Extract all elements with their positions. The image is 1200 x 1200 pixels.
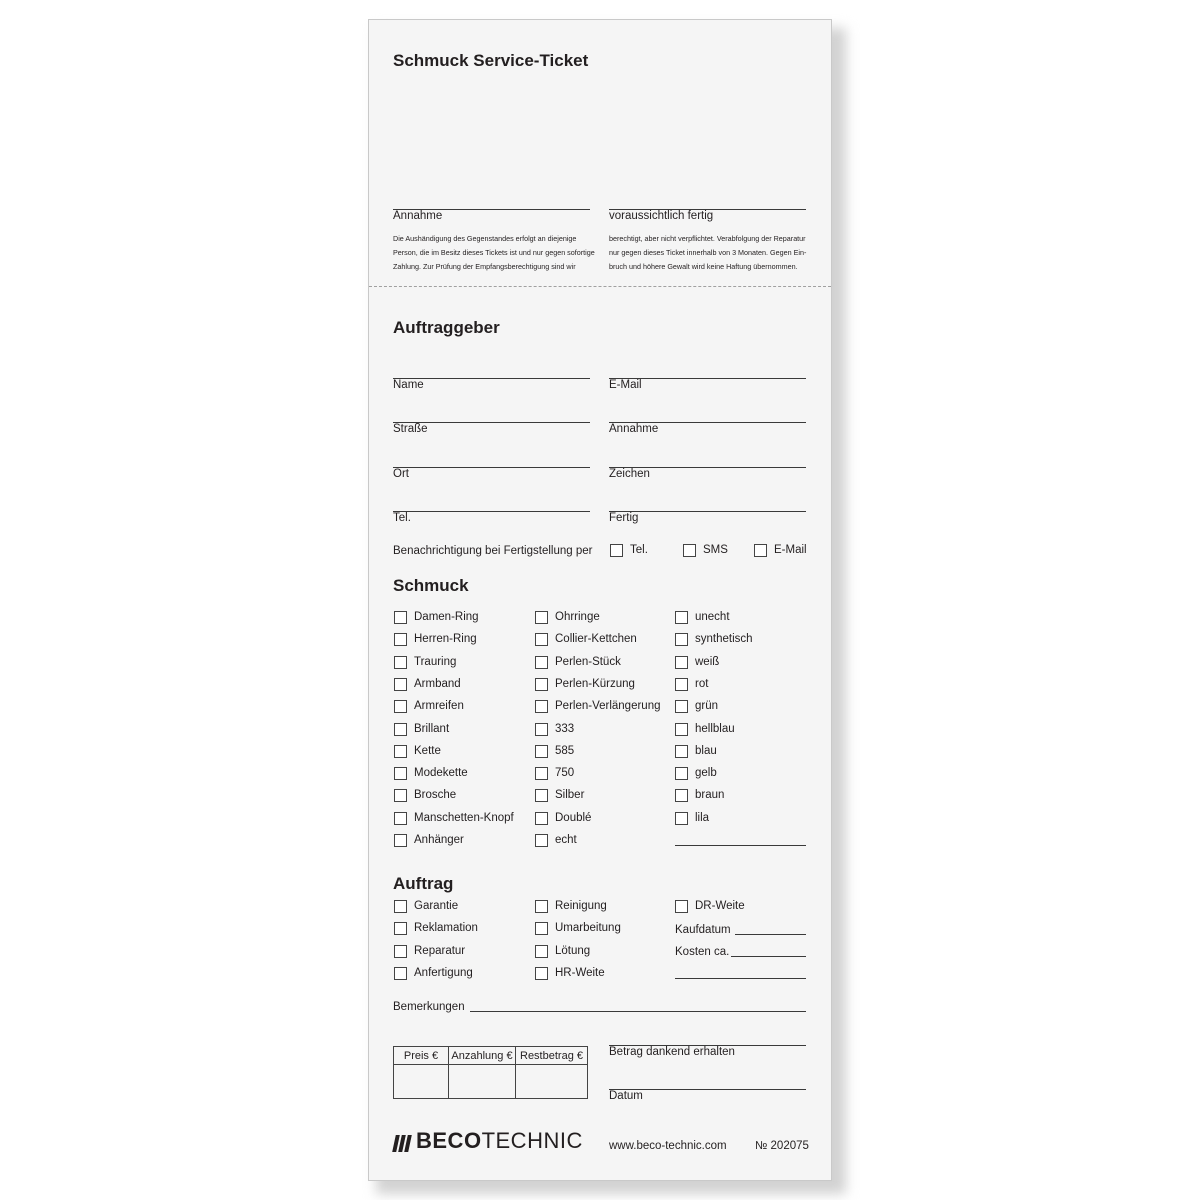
logo-bold-text: BECO xyxy=(416,1128,482,1153)
restbetrag-header: Restbetrag € xyxy=(516,1047,588,1065)
schmuck-silber-checkbox[interactable] xyxy=(535,789,548,802)
notify-e-mail-checkbox[interactable] xyxy=(754,544,767,557)
schmuck-damen-ring-label: Damen-Ring xyxy=(414,611,479,623)
auftraggeber-title: Auftraggeber xyxy=(393,318,500,337)
preis-header: Preis € xyxy=(394,1047,449,1065)
schmuck-perlen-stueck-label: Perlen-Stück xyxy=(555,655,621,668)
schmuck-gelb-label: gelb xyxy=(695,767,717,780)
schmuck-brillant-label: Brillant xyxy=(414,722,450,735)
schmuck-weiss-label: weiß xyxy=(695,655,720,668)
auftrag-anfertigung-label: Anfertigung xyxy=(414,966,473,979)
disclaimer-right xyxy=(609,232,806,274)
ort-field[interactable] xyxy=(393,467,590,468)
schmuck-gruen-label: grün xyxy=(695,700,719,713)
schmuck-silber-label: Silber xyxy=(555,789,585,802)
company-logo xyxy=(416,1128,583,1154)
auftrag-dr-weite-checkbox[interactable] xyxy=(675,900,688,913)
bemerkungen-line[interactable] xyxy=(470,1011,806,1012)
schmuck-lila-label: lila xyxy=(695,811,710,824)
datum-label: Datum xyxy=(609,1090,643,1102)
schmuck-trauring-checkbox[interactable] xyxy=(394,656,407,669)
auftrag-loetung-label: Lötung xyxy=(555,944,591,957)
disclaimer-right-line: nur gegen dieses Ticket innerhalb von 3 Monaten. Gegen Ein- xyxy=(609,248,807,257)
schmuck-perlen-kuerzung-checkbox[interactable] xyxy=(535,678,548,691)
schmuck-gruen-checkbox[interactable] xyxy=(675,700,688,713)
schmuck-armband-checkbox[interactable] xyxy=(394,678,407,691)
schmuck-blau-label: blau xyxy=(695,744,717,757)
e-mail-field-label: E-Mail xyxy=(609,379,642,391)
schmuck-anhaenger-checkbox[interactable] xyxy=(394,834,407,847)
schmuck-herren-ring-checkbox[interactable] xyxy=(394,633,407,646)
schmuck-ohrringe-label: Ohrringe xyxy=(555,611,600,623)
annahme-field-label: Annahme xyxy=(609,423,659,435)
schmuck-synthetisch-checkbox[interactable] xyxy=(675,633,688,646)
schmuck-unecht-label: unecht xyxy=(695,611,730,623)
website-link[interactable]: www.beco-technic.com xyxy=(609,1140,727,1152)
schmuck-braun-label: braun xyxy=(695,789,725,802)
schmuck-modekette-label: Modekette xyxy=(414,767,468,780)
disclaimer-left-line: Die Aushändigung des Gegenstandes erfolgt an diejenige xyxy=(393,234,577,243)
schmuck-double-checkbox[interactable] xyxy=(535,812,548,825)
auftrag-title: Auftrag xyxy=(393,874,454,893)
schmuck-585-label: 585 xyxy=(555,744,575,757)
schmuck-anhaenger-label: Anhänger xyxy=(414,834,464,846)
received-label: Betrag dankend erhalten xyxy=(609,1046,735,1058)
kaufdatum-label: Kaufdatum xyxy=(675,924,731,936)
schmuck-brosche-checkbox[interactable] xyxy=(394,789,407,802)
disclaimer-right-line: berechtigt, aber nicht verpflichtet. Verabfolgung der Reparatur xyxy=(609,234,806,243)
auftrag-reklamation-checkbox[interactable] xyxy=(394,922,407,935)
schmuck-perlen-verlaengerung-label: Perlen-Verlängerung xyxy=(555,700,661,713)
auftrag-reparatur-checkbox[interactable] xyxy=(394,945,407,958)
notify-tel-label: Tel. xyxy=(630,544,648,556)
schmuck-damen-ring-checkbox[interactable] xyxy=(394,611,407,624)
anzahlung-header: Anzahlung € xyxy=(449,1047,516,1065)
fertig-field-label: Fertig xyxy=(609,512,639,524)
ort-field-label: Ort xyxy=(393,468,409,480)
tel-field[interactable] xyxy=(393,511,590,512)
schmuck-gelb-checkbox[interactable] xyxy=(675,767,688,780)
anzahlung-cell[interactable] xyxy=(449,1065,516,1099)
schmuck-750-checkbox[interactable] xyxy=(535,767,548,780)
auftrag-reinigung-label: Reinigung xyxy=(555,900,607,912)
auftrag-extra-line[interactable] xyxy=(675,978,806,979)
strasse-field-label: Straße xyxy=(393,423,428,435)
disclaimer-left-line: Zahlung. Zur Prüfung der Empfangsberechtigung sind wir xyxy=(393,262,576,271)
schmuck-trauring-label: Trauring xyxy=(414,655,457,668)
auftrag-anfertigung-checkbox[interactable] xyxy=(394,967,407,980)
disclaimer-left xyxy=(393,232,595,274)
auftrag-loetung-checkbox[interactable] xyxy=(535,945,548,958)
schmuck-armreifen-checkbox[interactable] xyxy=(394,700,407,713)
zeichen-field-label: Zeichen xyxy=(609,468,650,480)
disclaimer-right-line: bruch und höhere Gewalt wird keine Haftung übernommen. xyxy=(609,262,798,271)
auftrag-garantie-label: Garantie xyxy=(414,900,459,912)
schmuck-blau-checkbox[interactable] xyxy=(675,745,688,758)
schmuck-manschetten-knopf-label: Manschetten-Knopf xyxy=(414,811,514,824)
notify-e-mail-label: E-Mail xyxy=(774,544,807,556)
notify-label: Benachrichtigung bei Fertigstellung per xyxy=(393,545,593,557)
schmuck-hellblau-label: hellblau xyxy=(695,722,735,735)
schmuck-manschetten-knopf-checkbox[interactable] xyxy=(394,812,407,825)
kosten-label: Kosten ca. xyxy=(675,946,730,958)
auftrag-garantie-checkbox[interactable] xyxy=(394,900,407,913)
bemerkungen-label: Bemerkungen xyxy=(393,1001,465,1013)
schmuck-synthetisch-label: synthetisch xyxy=(695,633,753,646)
annahme-label: Annahme xyxy=(393,210,443,222)
preis-cell[interactable] xyxy=(394,1065,449,1099)
schmuck-echt-checkbox[interactable] xyxy=(535,834,548,847)
auftrag-umarbeitung-label: Umarbeitung xyxy=(555,922,621,935)
kosten-line[interactable] xyxy=(731,956,806,957)
schmuck-kette-checkbox[interactable] xyxy=(394,745,407,758)
auftrag-reklamation-label: Reklamation xyxy=(414,922,478,935)
schmuck-perlen-verlaengerung-checkbox[interactable] xyxy=(535,700,548,713)
schmuck-weiss-checkbox[interactable] xyxy=(675,656,688,669)
fertig-field[interactable] xyxy=(609,511,806,512)
auftrag-reinigung-checkbox[interactable] xyxy=(535,900,548,913)
received-line[interactable] xyxy=(609,1045,806,1046)
schmuck-ohrringe-checkbox[interactable] xyxy=(535,611,548,624)
notify-sms-checkbox[interactable] xyxy=(683,544,696,557)
notify-tel-checkbox[interactable] xyxy=(610,544,623,557)
kaufdatum-line[interactable] xyxy=(735,934,806,935)
schmuck-unecht-checkbox[interactable] xyxy=(675,611,688,624)
schmuck-kette-label: Kette xyxy=(414,744,441,757)
schmuck-rot-checkbox[interactable] xyxy=(675,678,688,691)
schmuck-armband-label: Armband xyxy=(414,677,461,690)
schmuck-echt-label: echt xyxy=(555,834,577,846)
schmuck-modekette-checkbox[interactable] xyxy=(394,767,407,780)
schmuck-brillant-checkbox[interactable] xyxy=(394,723,407,736)
schmuck-hellblau-checkbox[interactable] xyxy=(675,723,688,736)
disclaimer-left-line: Person, die im Besitz dieses Tickets ist und nur gegen sofortige xyxy=(393,248,595,257)
schmuck-perlen-kuerzung-label: Perlen-Kürzung xyxy=(555,677,635,690)
auftrag-umarbeitung-checkbox[interactable] xyxy=(535,922,548,935)
service-ticket-sheet xyxy=(368,19,832,1181)
schmuck-750-label: 750 xyxy=(555,767,575,780)
schmuck-extra-line xyxy=(675,845,806,846)
schmuck-333-label: 333 xyxy=(555,722,575,735)
logo-light-text: TECHNIC xyxy=(481,1128,583,1153)
tel-field-label: Tel. xyxy=(393,512,411,524)
schmuck-braun-checkbox[interactable] xyxy=(675,789,688,802)
schmuck-lila-checkbox[interactable] xyxy=(675,812,688,825)
auftrag-dr-weite-label: DR-Weite xyxy=(695,900,745,912)
auftrag-hr-weite-label: HR-Weite xyxy=(555,966,605,979)
schmuck-brosche-label: Brosche xyxy=(414,789,457,802)
payment-table xyxy=(393,1046,588,1099)
schmuck-herren-ring-label: Herren-Ring xyxy=(414,633,477,646)
restbetrag-cell[interactable] xyxy=(516,1065,588,1099)
auftrag-reparatur-label: Reparatur xyxy=(414,944,466,957)
schmuck-585-checkbox[interactable] xyxy=(535,745,548,758)
schmuck-rot-label: rot xyxy=(695,677,709,690)
name-field-label: Name xyxy=(393,379,424,391)
schmuck-title: Schmuck xyxy=(393,576,469,595)
schmuck-collier-kettchen-checkbox[interactable] xyxy=(535,633,548,646)
fertig-label: voraussichtlich fertig xyxy=(609,210,714,222)
ticket-number: № 202075 xyxy=(755,1140,809,1152)
schmuck-armreifen-label: Armreifen xyxy=(414,700,464,713)
schmuck-333-checkbox[interactable] xyxy=(535,723,548,736)
schmuck-double-label: Doublé xyxy=(555,811,592,824)
schmuck-perlen-stueck-checkbox[interactable] xyxy=(535,656,548,669)
ticket-title: Schmuck Service-Ticket xyxy=(393,51,589,70)
perforation-line xyxy=(369,286,831,287)
notify-sms-label: SMS xyxy=(703,544,728,556)
schmuck-collier-kettchen-label: Collier-Kettchen xyxy=(555,633,637,646)
auftrag-hr-weite-checkbox[interactable] xyxy=(535,967,548,980)
